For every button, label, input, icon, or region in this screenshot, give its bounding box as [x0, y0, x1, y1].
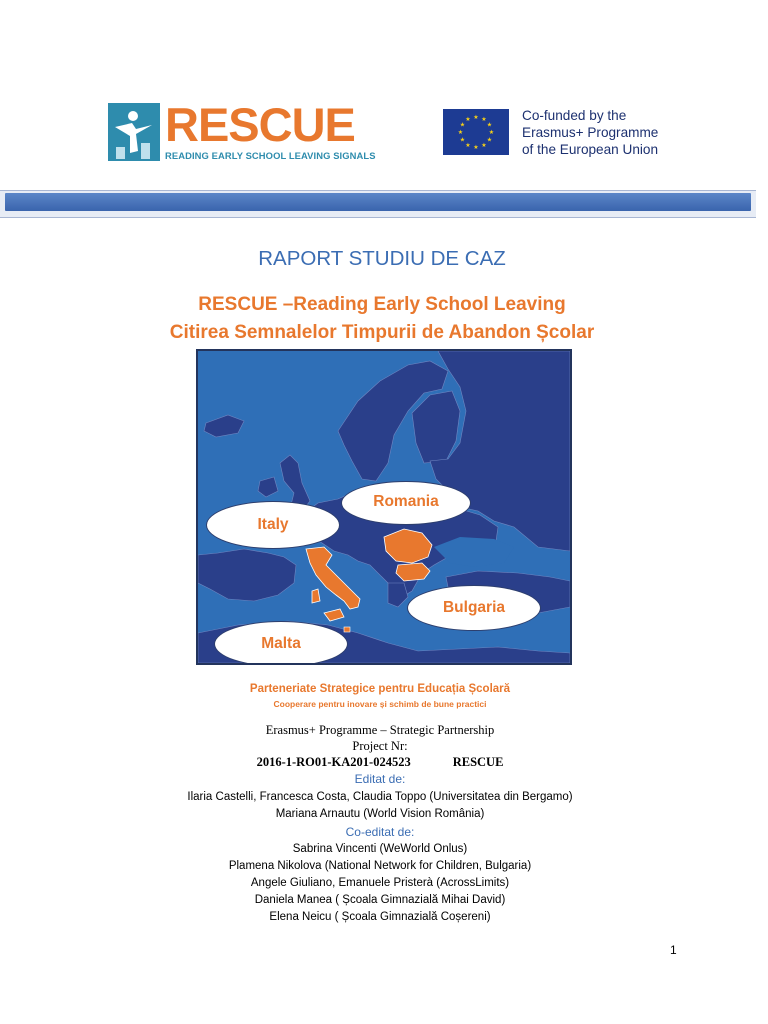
project-number: 2016-1-RO01-KA201-024523 — [256, 755, 411, 769]
page-number: 1 — [670, 943, 677, 957]
edited-by-label: Editat de: — [354, 772, 406, 786]
coedited-by-label: Co-editat de: — [345, 825, 415, 839]
map-label-romania: Romania — [341, 481, 471, 525]
svg-text:★: ★ — [481, 142, 487, 149]
svg-text:★: ★ — [459, 136, 466, 144]
svg-text:★: ★ — [486, 136, 493, 144]
svg-text:★: ★ — [465, 116, 471, 123]
rescue-emblem-icon — [108, 103, 160, 161]
svg-text:★: ★ — [465, 142, 471, 149]
map-label-italy: Italy — [206, 501, 340, 549]
svg-text:★: ★ — [473, 114, 479, 121]
map-label-malta: Malta — [214, 621, 348, 665]
report-subtitle-line1: RESCUE –Reading Early School Leaving — [198, 294, 566, 315]
editor-line: Ilaria Castelli, Francesca Costa, Claudia Toppo (Universitatea din Bergamo) — [187, 791, 573, 803]
svg-text:★: ★ — [459, 121, 466, 129]
rescue-logo-tagline: READING EARLY SCHOOL LEAVING SIGNALS — [165, 150, 376, 161]
eu-text-line1: Co-funded by the — [522, 108, 627, 123]
map-label-bulgaria: Bulgaria — [407, 585, 541, 631]
svg-text:★: ★ — [488, 129, 495, 136]
rescue-logo-word: RESCUE — [165, 98, 355, 151]
svg-text:★: ★ — [457, 129, 464, 136]
europe-map — [196, 349, 572, 665]
header-divider-bar-fill — [5, 193, 751, 211]
programme-line: Erasmus+ Programme – Strategic Partnership — [265, 723, 495, 737]
project-id-line — [0, 755, 760, 770]
eu-cofunded-logo — [443, 107, 673, 159]
svg-text:★: ★ — [486, 121, 493, 129]
coeditor-line: Sabrina Vincenti (WeWorld Onlus) — [292, 843, 468, 855]
coeditor-line: Daniela Manea ( Școala Gimnazială Mihai David) — [254, 894, 506, 906]
eu-flag-icon — [443, 109, 509, 155]
project-nr-label: Project Nr: — [352, 739, 408, 753]
report-title: RAPORT STUDIU DE CAZ — [258, 247, 506, 270]
report-subtitle-line2: Citirea Semnalelor Timpurii de Abandon Școlar — [169, 322, 595, 343]
coeditor-line: Angele Giuliano, Emanuele Pristerà (AcrossLimits) — [250, 877, 510, 889]
project-acronym: RESCUE — [452, 755, 504, 769]
coeditor-line: Elena Neicu ( Școala Gimnazială Coșereni) — [269, 911, 491, 923]
eu-text-line3: of the European Union — [522, 142, 659, 157]
editor-line: Mariana Arnautu (World Vision România) — [275, 808, 485, 820]
rescue-logo — [108, 98, 376, 163]
eu-cofunded-text — [522, 107, 658, 158]
eu-text-line2: Erasmus+ Programme — [522, 125, 659, 140]
coeditor-line: Plamena Nikolova (National Network for Children, Bulgaria) — [228, 860, 532, 872]
svg-text:★: ★ — [473, 144, 479, 151]
partnership-title: Parteneriate Strategice pentru Educația Școlară — [249, 683, 511, 695]
partnership-subtitle: Cooperare pentru inovare și schimb de bune practici — [273, 699, 487, 709]
svg-text:★: ★ — [481, 116, 487, 123]
